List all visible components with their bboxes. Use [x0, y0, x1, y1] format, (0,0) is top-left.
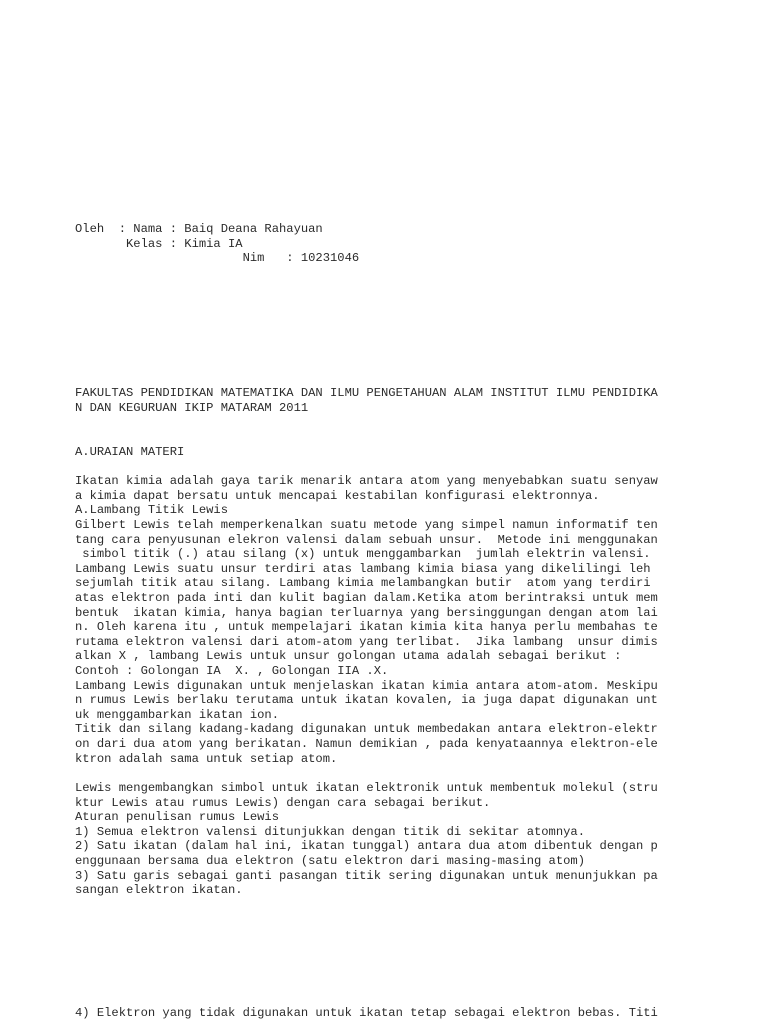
- body-line: Gilbert Lewis telah memperkenalkan suatu metode yang simpel namun informatif ten: [75, 518, 658, 532]
- body-line: sejumlah titik atau silang. Lambang kimia melambangkan butir atom yang terdiri: [75, 576, 651, 591]
- body-line: Titik dan silang kadang-kadang digunakan untuk membedakan antara elektron-elektr: [75, 722, 658, 737]
- body-line: tang cara penyusunan elekron valensi dalam sebuah unsur. Metode ini menggunakan: [75, 532, 658, 547]
- body-line: uk menggambarkan ikatan ion.: [75, 707, 279, 722]
- rule-item: 1) Semua elektron valensi ditunjukkan dengan titik di sekitar atomnya.: [75, 824, 585, 839]
- rule-item: 2) Satu ikatan (dalam hal ini, ikatan tunggal) antara dua atom dibentuk dengan p: [75, 839, 658, 854]
- body-line: atas elektron pada inti dan kulit bagian dalam.Ketika atom berintraksi untuk mem: [75, 591, 658, 605]
- body-line: Lewis mengembangkan simbol untuk ikatan elektronik untuk membentuk molekul (stru: [75, 781, 658, 795]
- body-line: rutama elektron valensi dari atom-atom yang terlibat. Jika lambang unsur dimis: [75, 634, 658, 649]
- author-class-line: Kelas : Kimia IA: [75, 236, 243, 251]
- section-title: A.URAIAN MATERI: [75, 445, 185, 459]
- body-line: simbol titik (.) atau silang (x) untuk menggambarkan jumlah elektrin valensi.: [75, 547, 651, 562]
- body-line: Ikatan kimia adalah gaya tarik menarik antara atom yang menyebabkan suatu senyaw: [75, 474, 658, 489]
- author-name-line: Oleh : Nama : Baiq Deana Rahayuan: [75, 222, 323, 236]
- body-line: alkan X , lambang Lewis untuk unsur golongan utama adalah sebagai berikut :: [75, 649, 622, 664]
- author-nim-line: Nim : 10231046: [75, 251, 360, 266]
- institution-line-2: N DAN KEGURUAN IKIP MATARAM 2011: [75, 400, 309, 415]
- body-line: ktron adalah sama untuk setiap atom.: [75, 751, 338, 766]
- body-line: a kimia dapat bersatu untuk mencapai kestabilan konfigurasi elektronnya.: [75, 488, 600, 503]
- rule-item: sangan elektron ikatan.: [75, 883, 243, 898]
- rule-item: 4) Elektron yang tidak digunakan untuk ikatan tetap sebagai elektron bebas. Titi: [75, 1006, 658, 1020]
- subsection-title: A.Lambang Titik Lewis: [75, 503, 228, 518]
- rule-item: 3) Satu garis sebagai ganti pasangan titik sering digunakan untuk menunjukkan pa: [75, 868, 658, 883]
- body-line: Lambang Lewis suatu unsur terdiri atas lambang kimia biasa yang dikelilingi leh: [75, 561, 651, 576]
- rule-item: enggunaan bersama dua elektron (satu elektron dari masing-masing atom): [75, 854, 585, 868]
- body-line: n. Oleh karena itu , untuk mempelajari ikatan kimia kita hanya perlu membahas te: [75, 620, 658, 635]
- body-line: n rumus Lewis berlaku terutama untuk ikatan kovalen, ia juga dapat digunakan unt: [75, 693, 658, 708]
- body-line: ktur Lewis atau rumus Lewis) dengan cara sebagai berikut.: [75, 795, 491, 810]
- body-line: bentuk ikatan kimia, hanya bagian terluarnya yang bersinggungan dengan atom lai: [75, 605, 658, 620]
- body-line: on dari dua atom yang berikatan. Namun demikian , pada kenyataannya elektron-ele: [75, 737, 658, 751]
- institution-line-1: FAKULTAS PENDIDIKAN MATEMATIKA DAN ILMU PENGETAHUAN ALAM INSTITUT ILMU PENDIDIKA: [75, 386, 658, 400]
- body-line: Lambang Lewis digunakan untuk menjelaskan ikatan kimia antara atom-atom. Meskipu: [75, 678, 658, 693]
- rule-heading: Aturan penulisan rumus Lewis: [75, 810, 279, 825]
- body-line: Contoh : Golongan IA X. , Golongan IIA .X.: [75, 664, 389, 678]
